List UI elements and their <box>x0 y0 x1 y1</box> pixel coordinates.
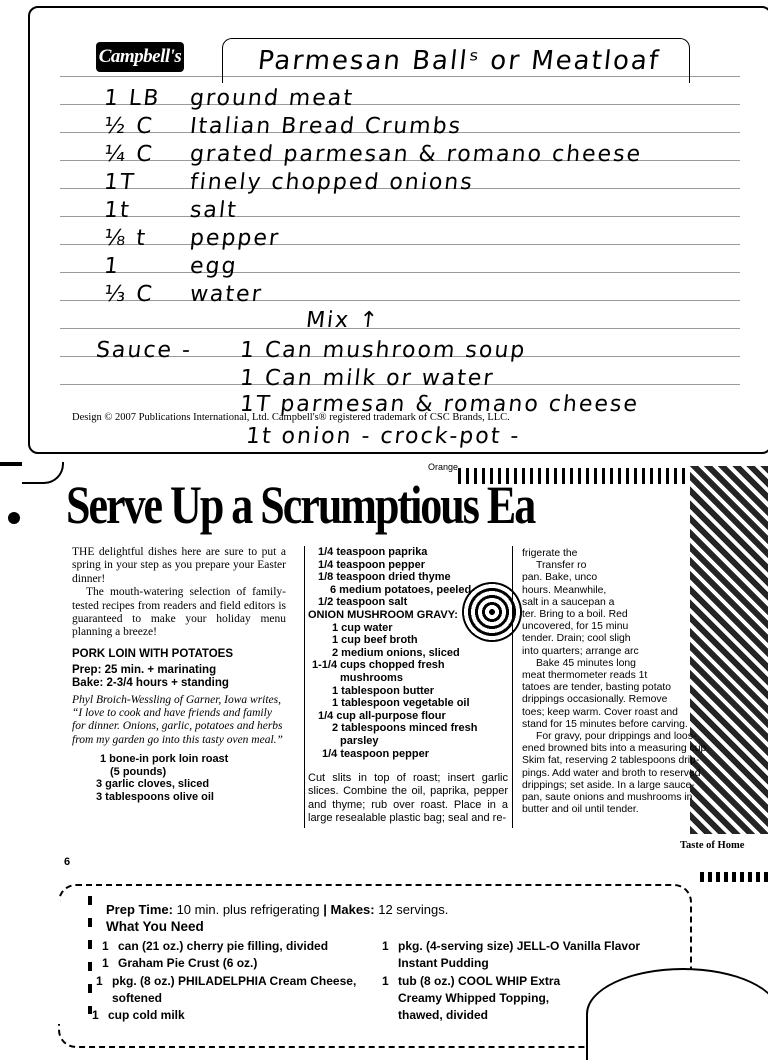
directions-line: pings. Add water and broth to reserved <box>522 767 701 779</box>
need-qty: 1 <box>102 956 109 970</box>
source-credit: Taste of Home <box>680 840 745 851</box>
column-divider <box>512 546 513 828</box>
need-text: Instant Pudding <box>398 956 489 970</box>
ingredient: 1 tablespoon vegetable oil <box>332 697 470 710</box>
mix-note: Mix ↑ <box>304 308 381 333</box>
directions-line: drippings; set aside. In a large sauce- <box>522 779 695 791</box>
directions-line: stand for 15 minutes before carving. <box>522 718 688 730</box>
ingredient-qty: ½ C <box>102 114 156 139</box>
directions-line: frigerate the <box>522 548 578 559</box>
need-item <box>102 938 328 955</box>
directions-text: Cut slits in top of roast; insert garlic slices. Combine the oil, paprika, pepper and thyme; rub over roast. Place in a large resealable plastic bag; seal and re- <box>308 772 508 824</box>
ingredient: 1/4 teaspoon pepper <box>318 558 425 571</box>
halftone-strip <box>700 872 768 882</box>
reader-quote: Phyl Broich-Wessling of Garner, Iowa writes, “I love to cook and have friends and family for dinner. Onions, garlic, potatoes and herbs from my garden go into this tasty oven meal.” <box>72 693 283 746</box>
ingredient-line <box>103 86 356 111</box>
need-item <box>96 973 356 990</box>
directions-line: pan. Bake, unco <box>522 572 598 584</box>
orange-fragment: Orange <box>428 462 459 472</box>
directions-line: hours. Meanwhile, <box>522 584 607 596</box>
page-number: 6 <box>64 856 71 868</box>
need-item <box>398 990 549 1007</box>
ingredient-item: grated parmesan & romano cheese <box>188 142 644 167</box>
ingredient: 1 cup beef broth <box>332 634 418 647</box>
need-text: Graham Pie Crust (6 oz.) <box>118 956 258 970</box>
headline: Serve Up a Scrumptious Ea <box>66 475 535 535</box>
ingredient-qty: ¼ C <box>102 142 156 167</box>
makes-value: 12 servings. <box>378 902 449 917</box>
directions-line: Skim fat, reserving 2 tablespoons drip- <box>522 755 700 767</box>
need-text: tub (8 oz.) COOL WHIP Extra <box>398 974 561 988</box>
need-text: cup cold milk <box>108 1008 185 1022</box>
ingredient-qty: 1T <box>102 170 137 195</box>
ingredient-qty: 1 LB <box>102 86 162 111</box>
need-qty: 1 <box>92 1008 99 1022</box>
directions-line: toes; keep warm. Cover roast and <box>522 706 678 718</box>
directions-line: pan, saute onions and mushrooms in <box>522 792 693 804</box>
ingredient: 1/4 teaspoon pepper <box>322 747 429 760</box>
ingredient: 6 medium potatoes, peeled <box>330 583 472 596</box>
column-1 <box>72 546 286 804</box>
last-line: 1t onion - crock-pot - <box>244 424 522 449</box>
ingredient-line <box>103 254 239 279</box>
directions-line: meat thermometer reads 1t <box>522 670 648 682</box>
ingredient-qty: 1t <box>102 198 132 223</box>
ink-blot <box>8 512 20 524</box>
need-item <box>398 955 489 972</box>
ingredient: 3 tablespoons olive oil <box>96 790 214 803</box>
ingredient-line <box>103 226 282 251</box>
prep-label: Prep Time: <box>106 902 173 917</box>
copyright-notice: Design © 2007 Publications International, Ltd. Campbell's® registered trademark of CSC Brands, LLC. <box>72 412 510 423</box>
magazine-clipping <box>0 462 768 882</box>
torn-corner <box>22 462 64 484</box>
ingredient: 1 bone-in pork loin roast <box>100 753 229 766</box>
need-text: pkg. (8 oz.) PHILADELPHIA Cream Cheese, <box>112 974 357 988</box>
directions-line: uncovered, for 15 minu <box>522 621 629 633</box>
ingredient: 1/2 teaspoon salt <box>318 596 408 609</box>
directions-line: salt in a saucepan a <box>522 596 615 608</box>
need-qty: 1 <box>96 974 103 988</box>
need-text: can (21 oz.) cherry pie filling, divided <box>118 939 329 953</box>
column-3 <box>522 548 752 816</box>
ingredient: 1/4 teaspoon paprika <box>318 546 428 558</box>
directions-line: For gravy, pour drippings and loos- <box>536 731 697 743</box>
ingredient: (5 pounds) <box>110 765 167 778</box>
need-text: Creamy Whipped Topping, <box>398 991 550 1005</box>
column-2 <box>308 546 508 825</box>
need-text: thawed, divided <box>398 1008 489 1022</box>
need-item <box>92 1007 185 1024</box>
directions-line: into quarters; arrange arc <box>522 645 639 657</box>
sauce-label: Sauce - <box>94 338 194 363</box>
campbells-logo: Campbell's <box>96 42 184 72</box>
card-rule <box>60 328 740 329</box>
need-item <box>112 990 162 1007</box>
recipe-title: Parmesan Ballˢ or Meatloaf <box>256 46 662 76</box>
directions-line: Bake 45 minutes long <box>536 657 636 669</box>
ingredient-item: water <box>188 282 265 307</box>
ingredient: 1 cup water <box>332 621 393 634</box>
directions-line: ened browned bits into a measuring cup. <box>522 743 710 755</box>
ingredient-line <box>103 282 264 307</box>
ingredient: 2 tablespoons minced fresh <box>332 722 478 735</box>
prep-value: 10 min. plus refrigerating <box>176 902 320 917</box>
sauce-line: 1T parmesan & romano cheese <box>238 392 641 417</box>
directions-line: tender. Drain; cool sligh <box>522 633 631 645</box>
ingredient: parsley <box>340 734 379 747</box>
directions-line: Transfer ro <box>536 560 587 572</box>
bake-time: Bake: 2-3/4 hours + standing <box>72 676 229 689</box>
ingredient-qty: 1 <box>102 254 122 279</box>
sauce-line: 1 Can milk or water <box>238 366 496 391</box>
prep-line: Prep Time: 10 min. plus refrigerating | Makes: 12 servings. <box>106 902 449 917</box>
ingredient-item: Italian Bread Crumbs <box>188 114 464 139</box>
intro-paragraph: THE delightful dishes here are sure to put a spring in your step as you prepare your Easter dinner! <box>72 546 286 585</box>
ingredient: 1/8 teaspoon dried thyme <box>318 571 451 584</box>
ingredient: 1 tablespoon butter <box>332 684 435 697</box>
dessert-illustration <box>586 968 768 1060</box>
sauce-line: 1 Can mushroom soup <box>238 338 528 363</box>
gravy-heading: ONION MUSHROOM GRAVY: <box>308 608 458 621</box>
ingredient-line <box>103 170 475 195</box>
need-qty: 1 <box>382 974 389 988</box>
ingredient: 1-1/4 cups chopped fresh <box>312 659 445 672</box>
directions-line: butter and oil until tender. <box>522 804 639 816</box>
need-item <box>382 938 640 955</box>
what-you-need-heading: What You Need <box>106 919 204 934</box>
ingredient-item: finely chopped onions <box>188 170 476 195</box>
ingredient: mushrooms <box>340 671 403 684</box>
column-divider <box>304 546 305 828</box>
need-qty: 1 <box>382 939 389 953</box>
ingredient-line <box>103 142 644 167</box>
directions-line: ter. Bring to a boil. Red <box>522 609 628 621</box>
need-item <box>398 1007 488 1024</box>
need-qty: 1 <box>102 939 109 953</box>
ingredient: 1/4 cup all-purpose flour <box>318 709 446 722</box>
need-item <box>382 973 560 990</box>
recipe-heading: PORK LOIN WITH POTATOES <box>72 647 233 660</box>
directions-line: drippings occasionally. Remove <box>522 694 668 706</box>
prep-time: Prep: 25 min. + marinating <box>72 663 217 676</box>
need-text: softened <box>112 991 163 1005</box>
ingredient-qty: ⅛ t <box>102 226 149 251</box>
ingredient-qty: ⅓ C <box>102 282 156 307</box>
ingredient: 3 garlic cloves, sliced <box>96 778 210 791</box>
makes-label: Makes: <box>330 902 375 917</box>
ingredient-item: egg <box>188 254 239 279</box>
directions-line: tatoes are tender, basting potato <box>522 682 672 694</box>
ingredient-item: pepper <box>188 226 282 251</box>
ingredient-line <box>103 114 464 139</box>
ingredient-item: salt <box>188 198 240 223</box>
need-text: pkg. (4-serving size) JELL-O Vanilla Flavor <box>398 939 641 953</box>
ingredient-line <box>103 198 239 223</box>
need-item <box>102 955 257 972</box>
intro-paragraph: The mouth-watering selection of family-tested recipes from readers and field editors is guaranteed to make your holiday menu planning a breeze! <box>72 586 286 639</box>
bullet-bar <box>88 896 92 1014</box>
ingredient: 2 medium onions, sliced <box>332 646 460 659</box>
page-margin <box>0 900 60 1024</box>
ingredient-item: ground meat <box>188 86 356 111</box>
